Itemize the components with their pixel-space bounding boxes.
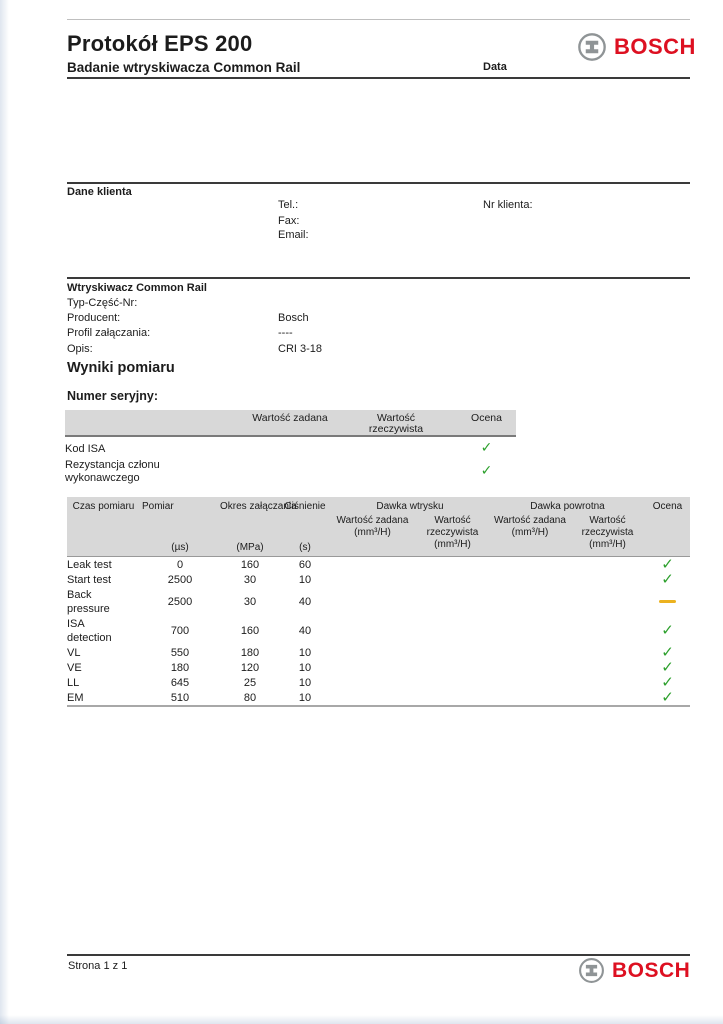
field-label-typ: Typ-Część-Nr: bbox=[67, 297, 138, 309]
field-value-profil: ---- bbox=[278, 327, 293, 339]
serial-row-label: Rezystancja członu wykonawczego bbox=[65, 459, 160, 484]
table-row bbox=[65, 439, 516, 456]
bosch-armature-icon bbox=[578, 957, 605, 984]
header-dawka-wtrysku: Dawka wtrysku bbox=[376, 501, 444, 512]
serial-header-zadana: Wartość zadana bbox=[252, 412, 328, 424]
serial-table-header bbox=[65, 410, 516, 437]
pass-check-icon: ✓ bbox=[661, 689, 674, 706]
bosch-wordmark: BOSCH bbox=[614, 34, 696, 59]
unit-okres: (µs) bbox=[171, 542, 189, 553]
top-rule bbox=[67, 19, 690, 20]
injector-section-rule bbox=[67, 277, 690, 279]
header-dw-rzeczywista: Wartość rzeczywista (mm³/H) bbox=[426, 515, 479, 550]
pass-check-icon: ✓ bbox=[661, 674, 674, 691]
serial-number-title: Numer seryjny: bbox=[67, 389, 159, 403]
table-row: ISA detection 700 160 40 ✓ bbox=[67, 617, 674, 644]
header-dp-rzeczywista: Wartość rzeczywista (mm³/H) bbox=[581, 515, 634, 550]
pass-check-icon: ✓ bbox=[661, 571, 674, 588]
field-label-opis: Opis: bbox=[67, 343, 93, 355]
email-label: Email: bbox=[278, 229, 309, 241]
table-row: EM 510 80 10 ✓ bbox=[67, 689, 674, 706]
field-value-producent: Bosch bbox=[278, 312, 309, 324]
serial-header-rzeczywista: Wartość rzeczywista bbox=[368, 412, 424, 435]
table-row: VL 550 180 10 ✓ bbox=[67, 644, 674, 661]
field-label-profil: Profil załączania: bbox=[67, 327, 151, 339]
header-dw-zadana: Wartość zadana (mm³/H) bbox=[336, 515, 409, 538]
field-label-producent: Producent: bbox=[67, 312, 121, 324]
page-edge-shadow-left bbox=[0, 0, 9, 1024]
bosch-armature-icon bbox=[577, 32, 607, 62]
tel-label: Tel.: bbox=[278, 199, 299, 211]
customer-section-rule bbox=[67, 182, 690, 184]
pass-check-icon: ✓ bbox=[661, 622, 674, 639]
customer-no-label: Nr klienta: bbox=[483, 199, 533, 211]
table-row: VE 180 120 10 ✓ bbox=[67, 659, 674, 676]
header-cisnienie: Ciśnienie bbox=[284, 501, 326, 512]
fax-label: Fax: bbox=[278, 215, 300, 227]
customer-section-title: Dane klienta bbox=[67, 186, 132, 198]
header-rule bbox=[67, 77, 690, 79]
measurements-table bbox=[67, 497, 690, 707]
table-row: Start test 2500 30 10 ✓ bbox=[67, 571, 674, 588]
table-row: LL 645 25 10 ✓ bbox=[67, 674, 674, 691]
table-row: Back pressure 2500 30 40 bbox=[67, 587, 690, 616]
footer-rule bbox=[67, 954, 690, 956]
pass-check-icon: ✓ bbox=[480, 439, 493, 455]
page-edge-shadow-bottom bbox=[0, 1015, 723, 1024]
bosch-wordmark: BOSCH bbox=[612, 959, 691, 982]
page-title: Protokół EPS 200 bbox=[67, 31, 253, 56]
header-okres: Okres załączania bbox=[220, 501, 297, 512]
pass-check-icon: ✓ bbox=[661, 659, 674, 676]
unit-czas: (s) bbox=[299, 542, 311, 553]
serial-row-label: Kod ISA bbox=[65, 442, 106, 455]
bosch-logo-header bbox=[577, 32, 696, 62]
header-ocena: Ocena bbox=[652, 501, 683, 512]
pass-check-icon: ✓ bbox=[661, 556, 674, 573]
unit-cisnienie: (MPa) bbox=[236, 542, 264, 553]
bosch-logo-footer bbox=[578, 957, 690, 984]
header-dawka-powrotna: Dawka powrotna bbox=[530, 501, 605, 512]
header-czas: Czas pomiaru bbox=[72, 501, 135, 512]
injector-section-title: Wtryskiwacz Common Rail bbox=[67, 282, 207, 294]
table-row bbox=[65, 456, 516, 485]
date-label: Data bbox=[483, 61, 507, 73]
pass-check-icon: ✓ bbox=[480, 462, 493, 478]
measurements-table-body bbox=[67, 557, 690, 707]
table-row: Leak test 0 160 60 ✓ bbox=[67, 556, 674, 573]
header-dp-zadana: Wartość zadana (mm³/H) bbox=[494, 515, 566, 538]
measurements-table-header bbox=[67, 497, 690, 557]
field-value-opis: CRI 3-18 bbox=[278, 343, 323, 355]
serial-header-ocena: Ocena bbox=[471, 412, 502, 424]
footer-page-number: Strona 1 z 1 bbox=[68, 960, 128, 972]
serial-table bbox=[65, 410, 516, 485]
header-pomiar: Pomiar bbox=[142, 501, 174, 512]
warn-dash-icon bbox=[659, 600, 676, 603]
pass-check-icon: ✓ bbox=[661, 644, 674, 661]
results-section-title: Wyniki pomiaru bbox=[67, 360, 175, 376]
page-subtitle: Badanie wtryskiwacza Common Rail bbox=[67, 60, 301, 75]
